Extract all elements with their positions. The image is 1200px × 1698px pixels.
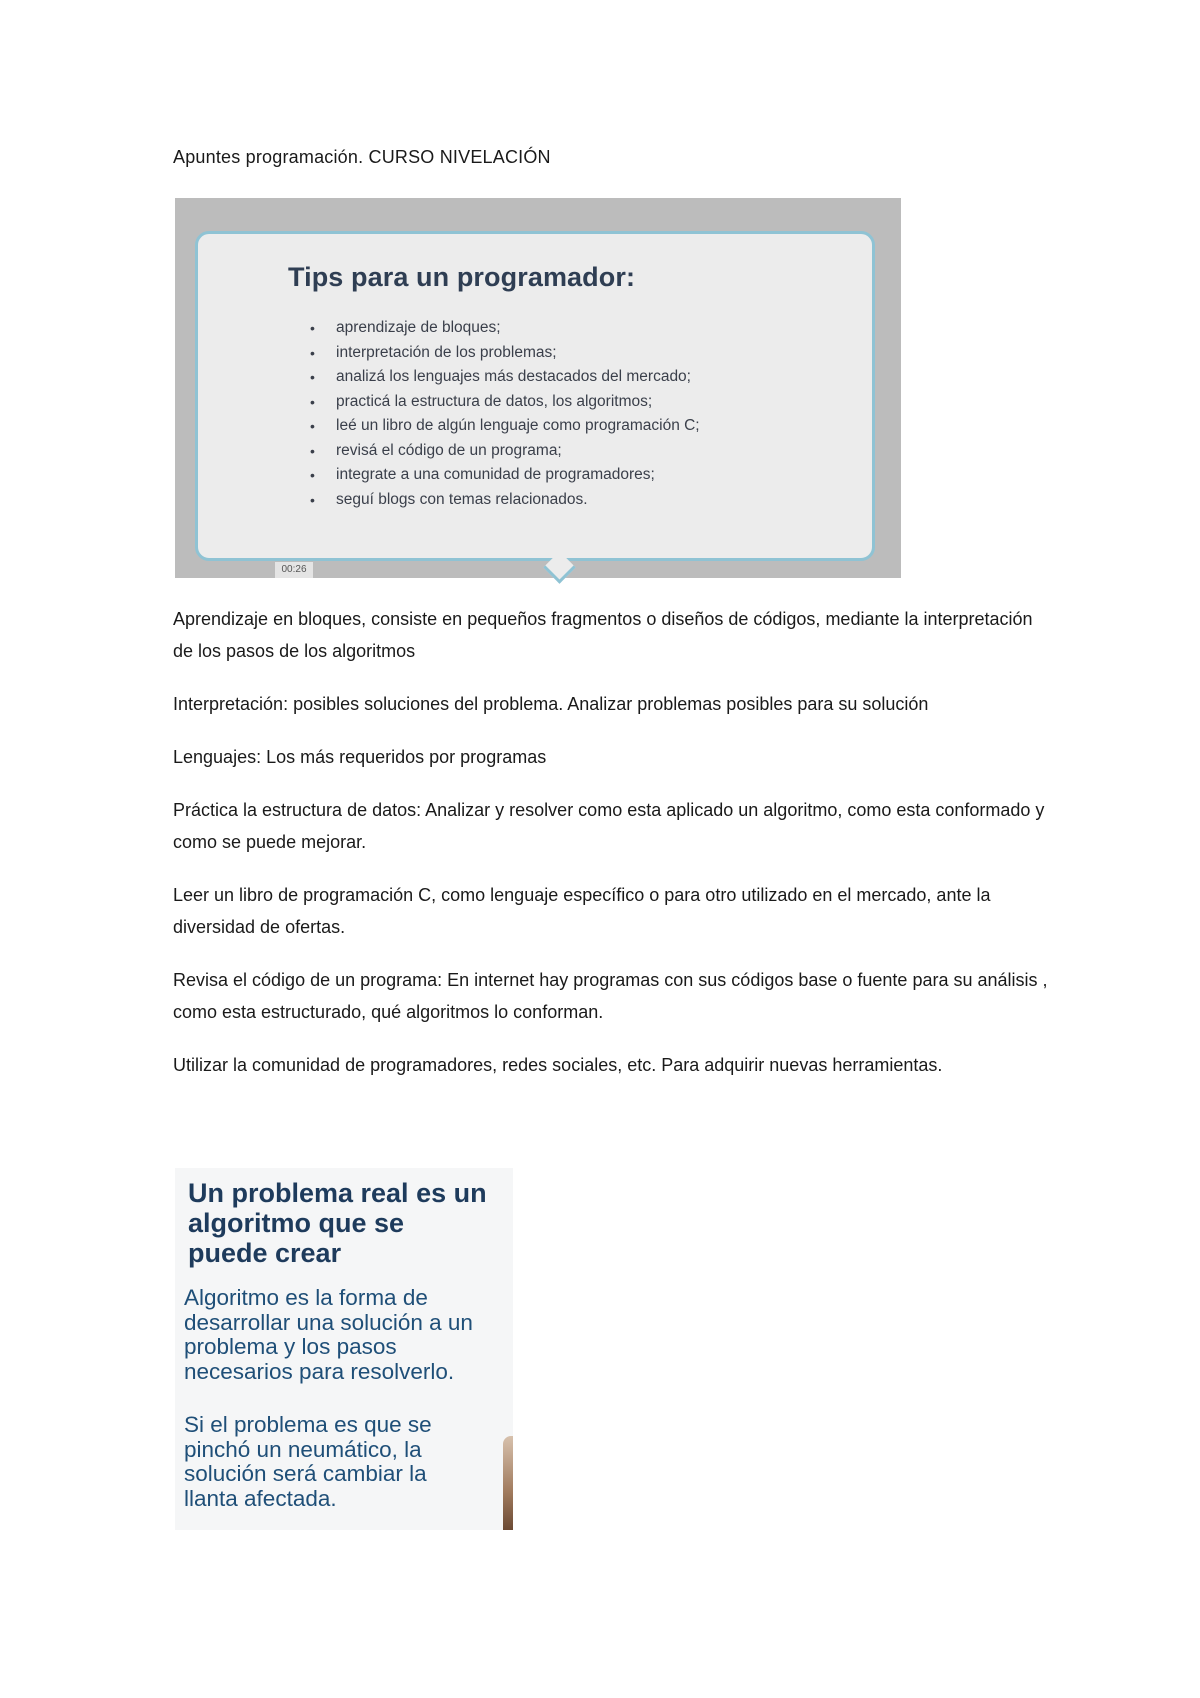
- tip-item: • leé un libro de algún lenguaje como programación C;: [310, 414, 700, 439]
- tips-list: [310, 316, 700, 512]
- tip-item: • seguí blogs con temas relacionados.: [310, 488, 700, 513]
- bullet-icon: •: [310, 442, 315, 459]
- algorithm-example: Si el problema es que se pinchó un neumático, la solución será cambiar la llanta afectada.: [184, 1412, 432, 1511]
- algorithm-slide-image: [175, 1168, 513, 1530]
- paragraph: Revisa el código de un programa: En internet hay programas con sus códigos base o fuente para su análisis , como esta estructurado, qué algoritmos lo conforman.: [173, 970, 1048, 1022]
- bullet-icon: •: [310, 418, 315, 434]
- bullet-icon: •: [310, 491, 315, 508]
- algorithm-definition: Algoritmo es la forma de desarrollar una solución a un problema y los pasos necesarios para resolverlo.: [184, 1285, 473, 1384]
- tip-item: • integrate a una comunidad de programadores;: [310, 463, 700, 488]
- video-timestamp: 00:26: [275, 562, 313, 578]
- tips-slide-image: [175, 198, 901, 578]
- paragraph: Lenguajes: Los más requeridos por programas: [173, 747, 547, 767]
- paragraph: Leer un libro de programación C, como lenguaje específico o para otro utilizado en el mercado, ante la diversidad de ofertas.: [173, 885, 991, 937]
- paragraph: Práctica la estructura de datos: Analizar y resolver como esta aplicado un algoritmo, como esta conformado y como se puede mejorar.: [173, 800, 1045, 852]
- tip-item: • interpretación de los problemas;: [310, 341, 700, 366]
- tip-item: • revisá el código de un programa;: [310, 439, 700, 464]
- bullet-icon: •: [310, 467, 315, 483]
- tip-item: • analizá los lenguajes más destacados del mercado;: [310, 365, 700, 390]
- bullet-icon: •: [310, 369, 315, 385]
- tips-speech-bubble: [195, 231, 875, 561]
- algorithm-heading: Un problema real es un algoritmo que se puede crear: [188, 1178, 487, 1268]
- bullet-icon: •: [310, 344, 315, 361]
- photo-edge-fragment: [503, 1436, 513, 1530]
- tip-item: • aprendizaje de bloques;: [310, 316, 700, 341]
- speech-bubble-pointer: [543, 551, 576, 584]
- tip-item: • practicá la estructura de datos, los algoritmos;: [310, 390, 700, 415]
- paragraph: Utilizar la comunidad de programadores, redes sociales, etc. Para adquirir nuevas herramientas.: [173, 1055, 943, 1075]
- bullet-icon: •: [310, 320, 315, 336]
- paragraph: Aprendizaje en bloques, consiste en pequeños fragmentos o diseños de códigos, mediante la interpretación de los pasos de los algoritmos: [173, 609, 1033, 661]
- paragraph: Interpretación: posibles soluciones del problema. Analizar problemas posibles para su solución: [173, 694, 929, 714]
- document-title: Apuntes programación. CURSO NIVELACIÓN: [173, 147, 551, 167]
- notes-body: [173, 603, 1053, 1102]
- bullet-icon: •: [310, 393, 315, 410]
- tips-heading: Tips para un programador:: [288, 262, 636, 292]
